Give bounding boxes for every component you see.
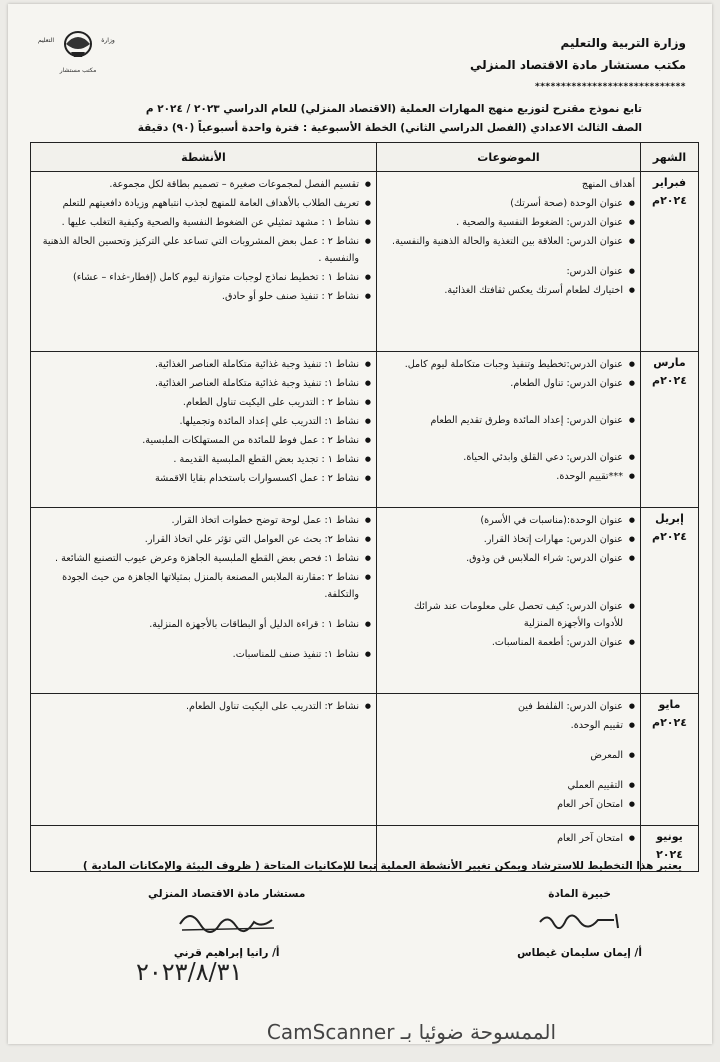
footer-note: يعتبر هذا التخطيط للاسترشاد ويمكن تغيير الأنشطة العملية تبعا للإمكانيات المتاحة ( ظروف البيئة والإمكانات المادية ) — [82, 860, 682, 872]
list-item: ● نشاط ١: تنفيذ صنف للمناسبات. — [36, 646, 371, 663]
list-item: ● عنوان الدرس:تخطيط وتنفيذ وجبات متكاملة ليوم كامل. — [382, 356, 635, 373]
list-item: ● امتحان آخر العام — [382, 796, 635, 813]
list-item: ● نشاط ١ : تخطيط نماذج لوجبات متوازنة ليوم كامل (إفطار-غداء – عشاء) — [36, 269, 371, 286]
activities-cell — [31, 508, 377, 694]
list-item: ● عنوان الدرس: — [382, 263, 635, 280]
month-name: يونيو — [656, 830, 683, 843]
expert-name: أ/ إيمان سليمان غيطاس — [517, 947, 642, 959]
list-item: ● نشاط ١ : قراءة الدليل أو البطاقات بالأجهزة المنزلية. — [36, 616, 371, 633]
list-item: ● تقييم الوحدة. — [382, 717, 635, 734]
month-name: إبريل — [655, 512, 684, 525]
header-stars: ***************************** — [535, 82, 686, 92]
list-item: ● عنوان الدرس: مهارات إتخاذ القرار. — [382, 531, 635, 548]
list-item: ● عنوان الدرس: العلاقة بين التغذية والحالة الذهنية والنفسية. — [382, 233, 635, 250]
svg-text:وزارة: وزارة — [101, 37, 115, 44]
expert-signature — [530, 904, 630, 936]
list-item: ● نشاط ٢ : عمل اكسسوارات باستخدام بقايا الاقمشة — [36, 470, 371, 487]
table-header-row — [31, 143, 699, 172]
month-cell — [641, 352, 699, 508]
list-item: ● المعرض — [382, 747, 635, 764]
list-item: ● نشاط ٢ : عمل بعض المشروبات التي تساعد علي التركيز وتحسين الحالة الذهنية والنفسية . — [36, 233, 371, 267]
document-title — [82, 100, 642, 138]
list-item: ● نشاط ٢ : التدريب على اليكيت تناول الطعام. — [36, 394, 371, 411]
topics-cell — [377, 694, 641, 826]
list-item: ● نشاط ١: تنفيذ وجبة غذائية متكاملة العناصر الغذائية. — [36, 375, 371, 392]
list-item: ● عنوان الوحدة (صحة أسرتك) — [382, 195, 635, 212]
office-name: مكتب مستشار مادة الاقتصاد المنزلي — [469, 58, 686, 72]
list-item: ● نشاط ٢ : عمل فوط للمائدة من المستهلكات الملبسية. — [36, 432, 371, 449]
ministry-logo — [22, 22, 134, 84]
list-item: ● عنوان الدرس: تناول الطعام. — [382, 375, 635, 392]
advisor-title: مستشار مادة الاقتصاد المنزلي — [148, 888, 306, 900]
list-item: ● عنوان الدرس: دعي القلق وابدئي الحياة. — [382, 449, 635, 466]
table-row-february — [31, 172, 699, 352]
ministry-name: وزارة التربية والتعليم — [560, 36, 686, 50]
month-name: مايو — [658, 698, 681, 711]
month-year: ٢٠٢٤ — [656, 848, 683, 861]
camscanner-watermark: الممسوحة ضوئيا بـ CamScanner — [266, 1020, 556, 1044]
advisor-signature-block — [148, 884, 305, 963]
svg-text:مكتب مستشار: مكتب مستشار — [59, 67, 97, 74]
month-cell — [641, 694, 699, 826]
list-item: ● نشاط ١ : مشهد تمثيلي عن الضغوط النفسية والصحية وكيفية التغلب عليها . — [36, 214, 371, 231]
month-cell — [641, 172, 699, 352]
list-item: ● نشاط ١: عمل لوحة توضح خطوات اتخاذ القرار. — [36, 512, 371, 529]
month-year: ٢٠٢٤م — [652, 716, 687, 729]
list-item: ● تقسيم الفصل لمجموعات صغيرة – تصميم بطاقة لكل مجموعة. — [36, 176, 371, 193]
list-item: ● التقييم العملي — [382, 777, 635, 794]
document-page — [8, 4, 712, 1044]
expert-signature-block — [517, 884, 642, 963]
list-item: ● نشاط ٢ :مقارنة الملابس المصنعة بالمنزل بمثيلاتها الجاهزة من حيث الجودة والتكلفة. — [36, 569, 371, 603]
activities-cell — [31, 694, 377, 826]
list-item: ● عنوان الدرس: الضغوط النفسية والصحية . — [382, 214, 635, 231]
svg-text:التعليم: التعليم — [38, 37, 54, 44]
activities-cell — [31, 172, 377, 352]
list-item: ● اختيارك لطعام أسرتك يعكس ثقافتك الغذائية. — [382, 282, 635, 299]
expert-title: خبيرة المادة — [548, 888, 611, 900]
list-item: ● نشاط ٢: بحث عن العوامل التي تؤثر علي اتخاذ القرار. — [36, 531, 371, 548]
month-name: فبراير — [652, 176, 687, 189]
curriculum-table — [30, 142, 699, 872]
table-row-april — [31, 508, 699, 694]
list-item: ● نشاط ١: تنفيذ وجبة غذائية متكاملة العناصر الغذائية. — [36, 356, 371, 373]
month-header: الشهر — [641, 143, 699, 172]
month-cell — [641, 508, 699, 694]
list-item: ● نشاط ١ : تجديد بعض القطع الملبسية القديمة . — [36, 451, 371, 468]
list-item: ● ***تقييم الوحدة. — [382, 468, 635, 485]
table-row-march — [31, 352, 699, 508]
title-line-1: تابع نموذج مقترح لتوزيع منهج المهارات العملية (الاقتصاد المنزلي) للعام الدراسي ٢٠٢٣ / ٢٠٢٤ م — [145, 103, 642, 115]
list-item: ● عنوان الدرس: الفلفط فين — [382, 698, 635, 715]
header-block — [470, 32, 686, 98]
list-item: ● تعريف الطلاب بالأهداف العامة للمنهج لجذب انتباههم وزيادة دافعيتهم للتعلم — [36, 195, 371, 212]
list-item: أهداف المنهج — [581, 179, 635, 190]
advisor-name: أ/ رانيا إبراهيم قرني — [173, 947, 280, 959]
list-item: ● عنوان الوحدة:(مناسبات في الأسرة) — [382, 512, 635, 529]
topics-cell — [377, 352, 641, 508]
list-item: ● عنوان الدرس: أطعمة المناسبات. — [382, 634, 635, 651]
topics-cell — [377, 508, 641, 694]
month-year: ٢٠٢٤م — [652, 194, 687, 207]
table-row-may — [31, 694, 699, 826]
month-name: مارس — [653, 356, 686, 369]
title-line-2: الصف الثالث الاعدادي (الفصل الدراسي الثاني) الخطة الأسبوعية : فترة واحدة أسبوعياً (٩٠) دقيقة — [137, 122, 642, 134]
list-item: ● نشاط ١: فحص بعض القطع الملبسية الجاهزة وعرض عيوب التصنيع الشائعة . — [36, 550, 371, 567]
list-item: ● امتحان آخر العام — [382, 830, 635, 847]
topics-header: الموضوعات — [377, 143, 641, 172]
list-item: ● نشاط ٢: التدريب على اليكيت تناول الطعام. — [36, 698, 371, 715]
handwritten-date: ٢٠٢٣/٨/٣١ — [136, 958, 243, 986]
month-year: ٢٠٢٤م — [652, 374, 687, 387]
list-item: ● عنوان الدرس: شراء الملابس فن وذوق. — [382, 550, 635, 567]
activities-cell — [31, 352, 377, 508]
activities-header: الأنشطة — [31, 143, 377, 172]
advisor-signature — [172, 904, 282, 936]
topics-cell — [377, 172, 641, 352]
month-year: ٢٠٢٤م — [652, 530, 687, 543]
list-item: ● عنوان الدرس: إعداد المائدة وطرق تقديم الطعام — [382, 412, 635, 429]
list-item: ● نشاط ١: التدريب علي إعداد المائدة وتجميلها. — [36, 413, 371, 430]
list-item: ● عنوان الدرس: كيف تحصل على معلومات عند شرائك للأدوات والأجهزة المنزلية — [382, 598, 635, 632]
list-item: ● نشاط ٢ : تنفيذ صنف حلو أو حادق. — [36, 288, 371, 305]
